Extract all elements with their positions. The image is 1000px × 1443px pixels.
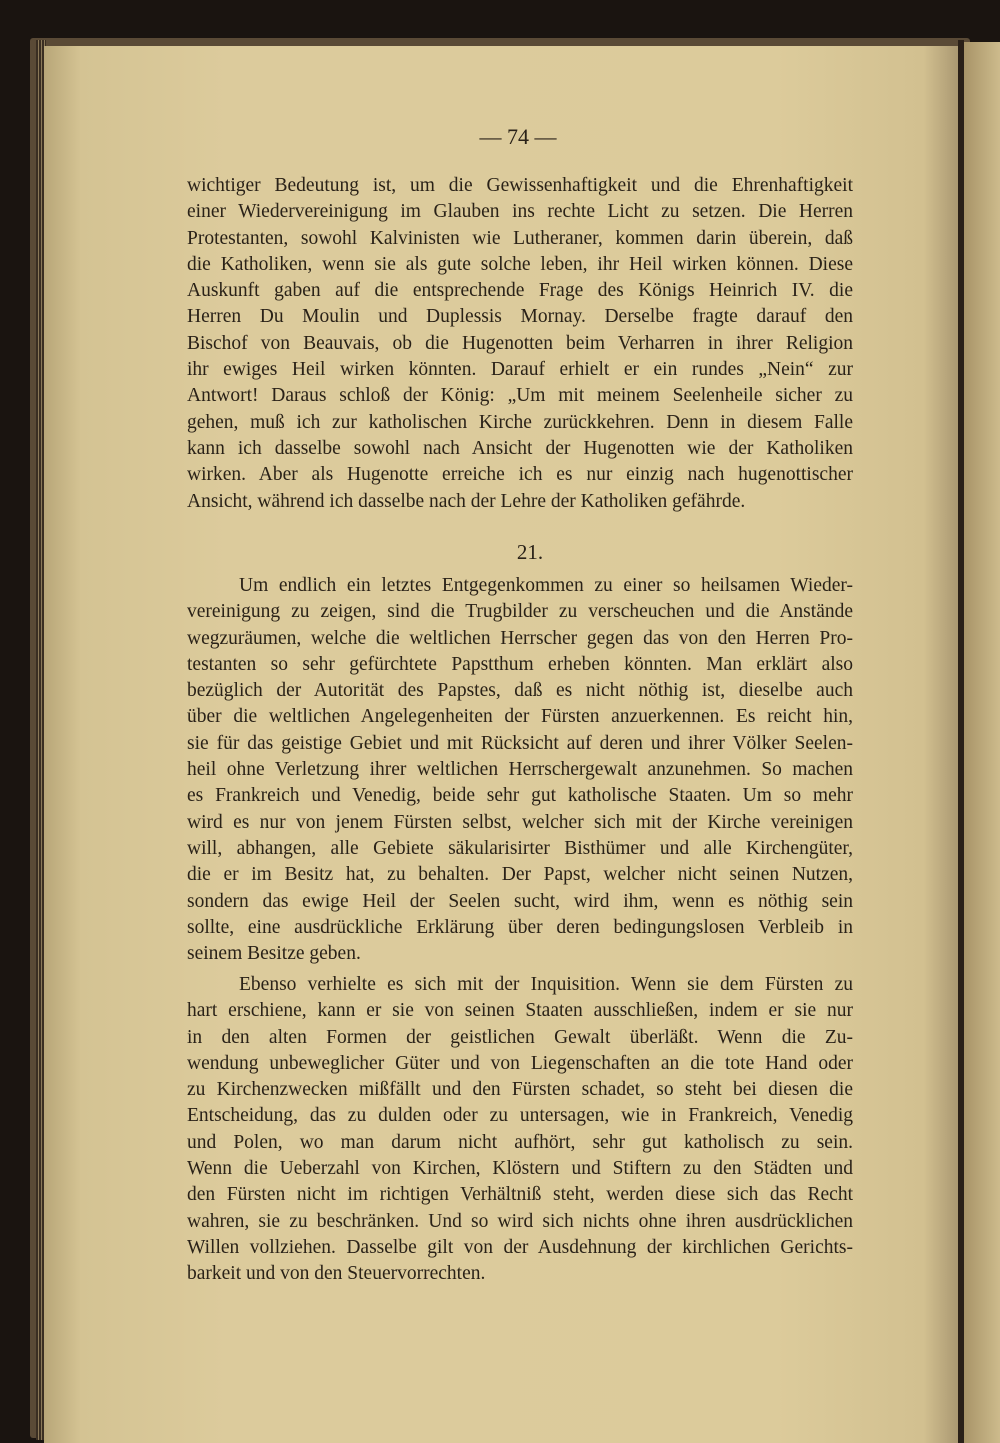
text-line: einer Wiedervereinigung im Glauben ins rechte Licht zu setzen. Die Herren — [187, 201, 853, 223]
text-line: und Polen, wo man darum nicht aufhört, sehr gut katholisch zu sein. — [187, 1131, 853, 1153]
page-number: — 74 — — [479, 124, 557, 149]
text-line: wirken. Aber als Hugenotte erreiche ich es nur einzig nach hugenottischer — [187, 464, 853, 486]
text-line: Willen vollziehen. Dasselbe gilt von der Ausdehnung der kirchlichen Gerichts- — [187, 1236, 853, 1258]
text-line: gehen, muß ich zur katholischen Kirche zurückkehren. Denn in diesem Falle — [187, 411, 853, 433]
text-line: heil ohne Verletzung ihrer weltlichen Herrschergewalt anzunehmen. So machen — [187, 759, 853, 781]
text-line: wird es nur von jenem Fürsten selbst, welcher sich mit der Kirche vereinigen — [187, 811, 853, 833]
text-line: sondern das ewige Heil der Seelen sucht, wird ihm, wenn es nöthig sein — [187, 890, 853, 912]
text-line: Entscheidung, das zu dulden oder zu untersagen, wie in Frankreich, Venedig — [187, 1105, 853, 1127]
text-line: testanten so sehr gefürchtete Papstthum erheben könnten. Man erklärt also — [187, 653, 853, 675]
text-line: den Fürsten nicht im richtigen Verhältniß steht, werden diese sich das Recht — [187, 1184, 853, 1206]
text-line: Bischof von Beauvais, ob die Hugenotten beim Verharren in ihrer Religion — [187, 332, 853, 354]
text-line: wichtiger Bedeutung ist, um die Gewissenhaftigkeit und die Ehrenhaftigkeit — [187, 175, 853, 196]
text-line: ihr ewiges Heil wirken könnten. Darauf erhielt er ein rundes „Nein“ zur — [187, 359, 853, 381]
text-line: sollte, eine ausdrückliche Erklärung über deren bedingungslosen Verbleib in — [187, 916, 853, 938]
text-line: Ansicht, während ich dasselbe nach der Lehre der Katholiken gefährde. — [187, 490, 746, 512]
text-line: über die weltlichen Angelegenheiten der Fürsten anzuerkennen. Es reicht hin, — [187, 706, 853, 728]
text-line: die er im Besitz hat, zu behalten. Der Papst, welcher nicht seinen Nutzen, — [187, 864, 853, 886]
paragraph-1 — [187, 173, 853, 515]
text-line: wegzuräumen, welche die weltlichen Herrscher gegen das von den Herren Pro- — [187, 627, 853, 649]
text-line: barkeit und von den Steuervorrechten. — [187, 1263, 486, 1285]
text-line: Protestanten, sowohl Kalvinisten wie Lutheraner, kommen darin überein, daß — [187, 227, 853, 249]
text-line: Herren Du Moulin und Duplessis Mornay. Derselbe fragte darauf den — [187, 306, 853, 328]
text-line: will, abhangen, alle Gebiete säkularisirter Bisthümer und alle Kirchengüter, — [187, 837, 853, 859]
text-line: die Katholiken, wenn sie als gute solche leben, ihr Heil wirken können. Diese — [187, 253, 853, 275]
section-number: 21. — [516, 540, 544, 564]
facing-page-sliver — [964, 42, 1000, 1443]
text-line: Antwort! Daraus schloß der König: „Um mit meinem Seelenheile sicher zu — [187, 385, 853, 407]
text-line: Ebenso verhielte es sich mit der Inquisition. Wenn sie dem Fürsten zu — [239, 974, 853, 995]
text-line: sie für das geistige Gebiet und mit Rücksicht auf deren und ihrer Völker Seelen- — [187, 732, 853, 754]
text-line: zu Kirchenzwecken mißfällt und den Fürsten schadet, so steht bei diesen die — [187, 1079, 853, 1101]
text-line: Um endlich ein letztes Entgegenkommen zu einer so heilsamen Wieder- — [239, 575, 853, 596]
text-line: Auskunft gaben auf die entsprechende Frage des Königs Heinrich IV. die — [187, 280, 853, 302]
text-line: wahren, sie zu beschränken. Und so wird sich nichts ohne ihren ausdrücklichen — [187, 1210, 853, 1232]
text-line: vereinigung zu zeigen, sind die Trugbilder zu verscheuchen und die Anstände — [187, 601, 853, 623]
text-line: seinem Besitze geben. — [187, 943, 361, 965]
text-line: in den alten Formen der geistlichen Gewalt überläßt. Wenn die Zu- — [187, 1026, 853, 1048]
text-line: wendung unbeweglicher Güter und von Liegenschaften an die tote Hand oder — [187, 1052, 853, 1074]
text-line: hart erschiene, kann er sie von seinen Staaten ausschließen, indem er sie nur — [187, 1000, 853, 1022]
text-line: kann ich dasselbe sowohl nach Ansicht der Hugenotten wie der Katholiken — [187, 437, 853, 459]
text-line: Wenn die Ueberzahl von Kirchen, Klöstern und Stiftern zu den Städten und — [187, 1158, 853, 1180]
paragraph-3 — [187, 972, 853, 1288]
text-line: bezüglich der Autorität des Papstes, daß es nicht nöthig ist, dieselbe auch — [187, 680, 853, 702]
paragraph-2 — [187, 573, 853, 967]
text-line: es Frankreich und Venedig, beide sehr gut katholische Staaten. Um so mehr — [187, 785, 853, 807]
